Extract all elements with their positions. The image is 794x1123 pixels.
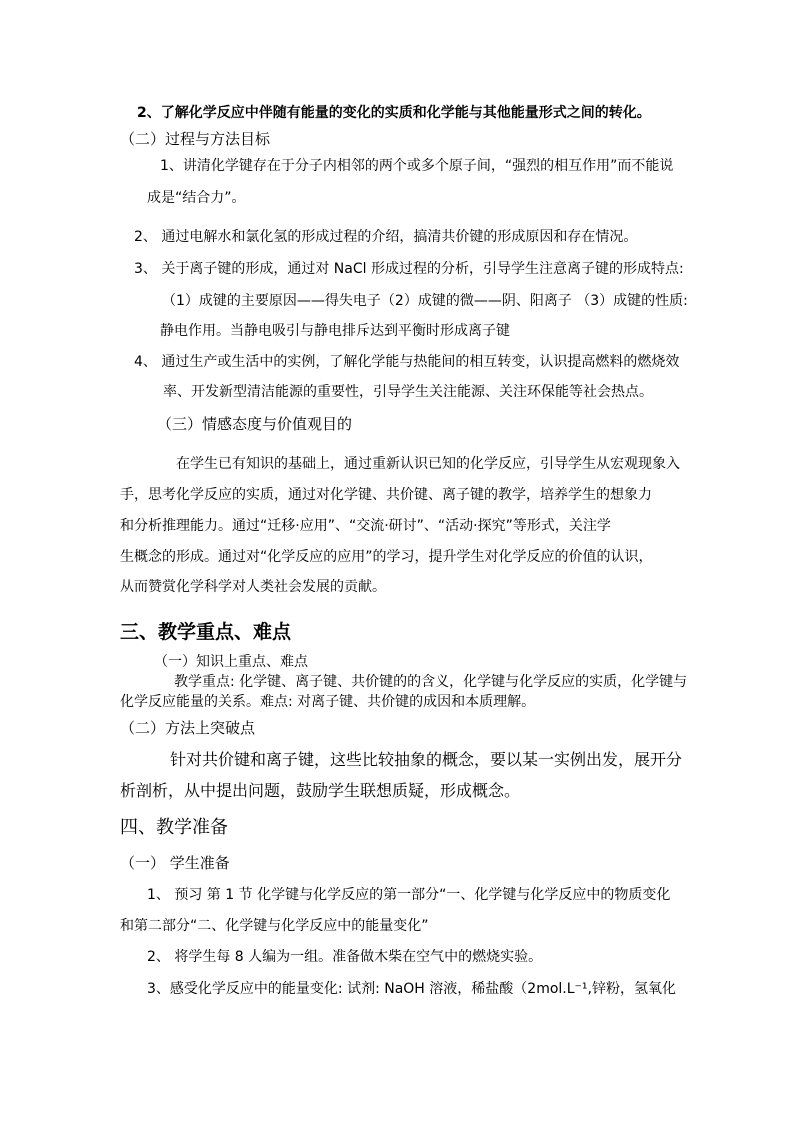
attitude-paragraph-line-4: 生概念的形成。通过对“化学反应的应用”的学习，提升学生对化学反应的价值的认识， [120, 549, 653, 565]
process-item-3-detail: （1）成键的主要原因——得失电子（2）成键的微——阴、阳离子 （3）成键的性质: [162, 293, 688, 309]
section-heading-attitude-values: （三）情感态度与价值观目的 [157, 415, 353, 433]
prep-item-3: 3、感受化学反应中的能量变化: 试剂: NaOH 溶液，稀盐酸（2mol.L⁻¹,锌粉，氢氧化 [147, 981, 676, 997]
method-paragraph-line-1: 针对共价键和离子键，这些比较抽象的概念，要以某一实例出发，展开分 [170, 750, 683, 769]
method-paragraph-line-2: 析剖析，从中提出问题，鼓励学生联想质疑，形成概念。 [120, 781, 521, 800]
subheading-student-prep: （一） 学生准备 [120, 854, 230, 872]
process-item-2: 2、 通过电解水和氯化氢的形成过程的介绍，搞清共价键的形成原因和存在情况。 [134, 229, 638, 245]
section-heading-teaching-prep: 四、教学准备 [120, 817, 228, 838]
prep-item-1-cont: 和第二部分“二、化学键与化学反应中的能量变化” [120, 918, 429, 934]
subheading-knowledge-points: （一）知识上重点、难点 [154, 654, 308, 670]
attitude-paragraph-line-3: 和分析推理能力。通过“迁移·应用”、“交流·研讨”、“活动·探究”等形式，关注学 [120, 518, 611, 534]
process-item-1-cont: 成是“结合力”。 [147, 190, 246, 206]
key-points-line-2: 化学反应能量的关系。难点: 对离子键、共价键的成因和本质理解。 [120, 694, 536, 710]
prep-item-1: 1、 预习 第 1 节 化学键与化学反应的第一部分“一、化学键与化学反应中的物质变化 [147, 887, 671, 903]
prep-item-2: 2、 将学生每 8 人编为一组。准备做木柴在空气中的燃烧实验。 [147, 949, 543, 965]
process-item-4-cont: 率、开发新型清洁能源的重要性，引导学生关注能源、关注环保能等社会热点。 [163, 384, 653, 400]
objective-item-2: 2、了解化学反应中伴随有能量的变化的实质和化学能与其他能量形式之间的转化。 [137, 105, 651, 121]
attitude-paragraph-line-5: 从而赞赏化学科学对人类社会发展的贡献。 [120, 579, 386, 595]
section-heading-process-method: （二）过程与方法目标 [120, 130, 271, 148]
process-item-4: 4、 通过生产或生活中的实例，了解化学能与热能间的相互转变，认识提高燃料的燃烧效 [134, 354, 680, 370]
process-item-1: 1、讲清化学键存在于分子内相邻的两个或多个原子间，“强烈的相互作用”而不能说 [160, 158, 674, 174]
key-points-line-1: 教学重点: 化学键、离子键、共价键的的含义，化学键与化学反应的实质，化学键与 [174, 674, 688, 690]
subheading-method-breakthrough: （二）方法上突破点 [120, 719, 256, 737]
attitude-paragraph-line-2: 手，思考化学反应的实质，通过对化学键、共价键、离子键的教学，培养学生的想象力 [120, 487, 652, 503]
process-item-3-cont: 静电作用。当静电吸引与静电排斥达到平衡时形成离子键 [160, 323, 510, 339]
process-item-3: 3、 关于离子键的形成，通过对 NaCl 形成过程的分析，引导学生注意离子键的形成特点: [134, 261, 684, 277]
section-heading-key-points: 三、教学重点、难点 [120, 621, 292, 643]
attitude-paragraph-line-1: 在学生已有知识的基础上，通过重新认识已知的化学反应，引导学生从宏观现象入 [176, 456, 680, 472]
